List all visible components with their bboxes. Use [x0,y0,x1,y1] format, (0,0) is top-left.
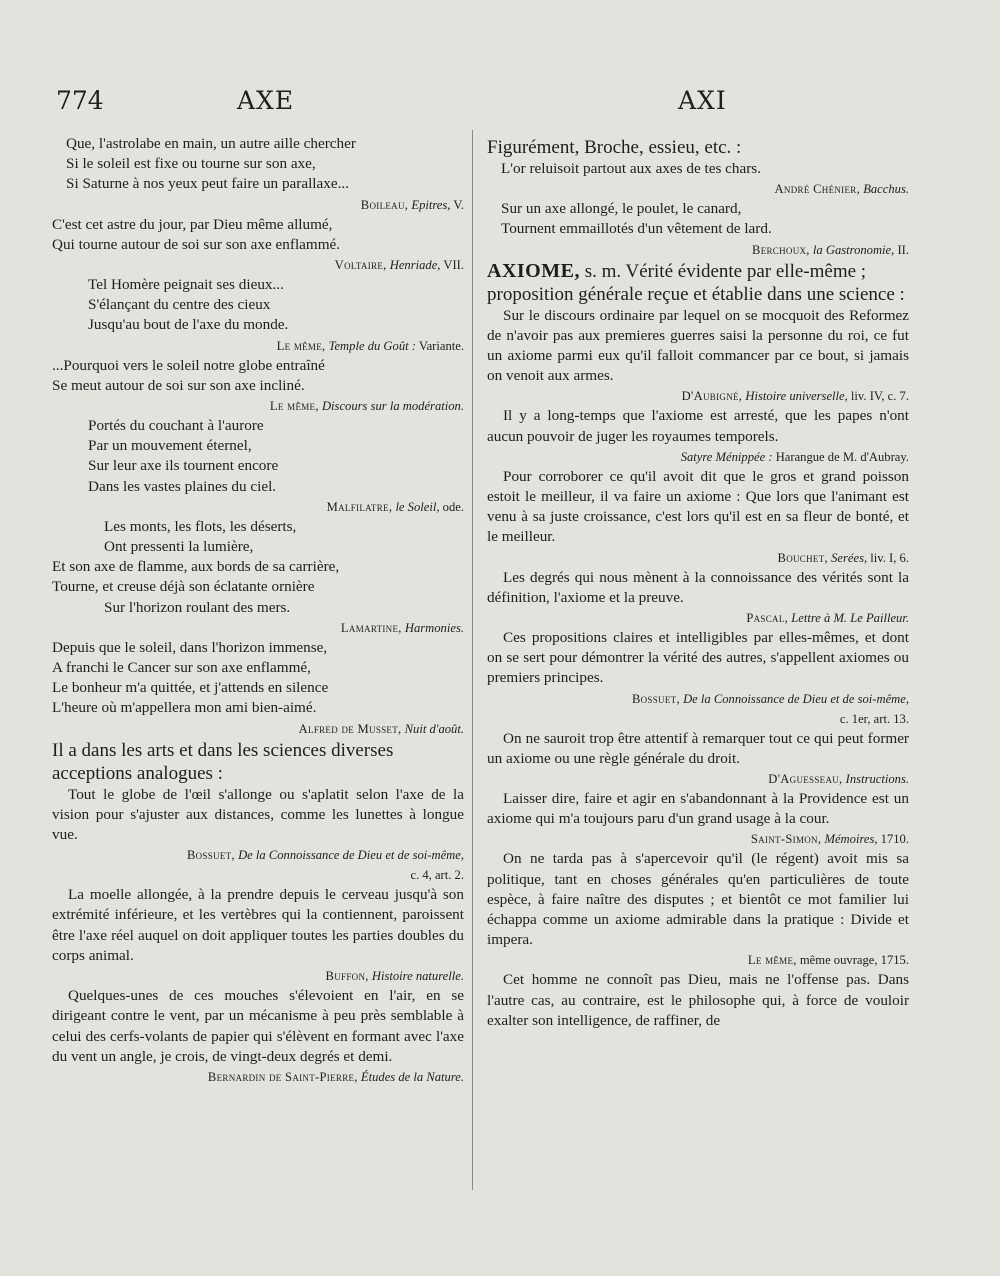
work-title: le Soleil, [395,499,440,514]
author: Bossuet, [186,848,235,863]
quote-paragraph: Il y a long-temps que l'axiome est arresté, que les papes n'ont aucun pouvoir de juger les royaumes temporels. [487,407,909,445]
author: Le même, [276,338,326,353]
work-title: Epitres, [411,197,451,212]
attribution [487,689,909,729]
verse-line: Sur un axe allongé, le poulet, le canard, [501,200,742,218]
verse-line: Sur leur axe ils tournent encore [88,457,279,475]
work-title: Histoire universelle, [745,389,848,404]
page-number: 774 [56,86,104,115]
left-column [52,134,464,1087]
work-title: Études de la Nature. [360,1069,464,1084]
verse-line: Et son axe de flamme, aux bords de sa carrière, [52,558,340,576]
quote-verse [52,356,464,396]
quote-verse [52,638,464,719]
reference: Harangue de M. d'Aubray. [772,449,909,464]
quote-verse [52,215,464,255]
author: Malfilatre, [326,499,393,514]
attribution [487,386,909,406]
quote-paragraph: Laisser dire, faire et agir en s'abandonnant à la Providence est un axiome qui m'a toujours paru d'un grand usage à la cour. [487,790,909,828]
verse-line: Tourne, et creuse déjà son éclatante ornière [52,578,315,596]
attribution [52,195,464,215]
author: Le même, [747,953,797,968]
reference: c. 4, art. 2. [410,868,464,883]
attribution [487,447,909,467]
verse-line: Portés du couchant à l'aurore [88,417,264,435]
author: D'Aguesseau, [768,772,843,787]
work-title: Harmonies. [404,620,464,635]
verse-line: Par un mouvement éternel, [88,437,252,455]
author: Pascal, [746,611,789,626]
author: Buffon, [325,969,369,984]
reference: 1710. [877,832,909,847]
attribution [487,950,909,970]
attribution [487,608,909,628]
work-title: Discours sur la modération. [321,399,464,414]
author: Berchoux, [752,242,810,257]
work-title: Lettre à M. Le Pailleur. [791,611,909,626]
running-head-right: AXI [678,86,727,115]
column-divider [472,130,473,1190]
verse-line: Qui tourne autour de soi sur son axe enflammé. [52,235,341,253]
verse-line: Tel Homère peignait ses dieux... [88,276,284,294]
verse-line: Tournent emmaillotés d'un vêtement de lard. [501,220,772,238]
author: André Chénier, [774,182,861,197]
attribution [52,396,464,416]
attribution [487,829,909,849]
quote-paragraph: Ces propositions claires et intelligibles par elles-mêmes, et dont on se sert pour démontrer la vérité des autres, s'appellent axiomes ou premiers principes. [487,629,909,687]
quote-verse [52,275,464,336]
attribution [487,179,909,199]
verse-line: Depuis que le soleil, dans l'horizon immense, [52,638,328,656]
verse-line: L'heure où m'appellera mon ami bien-aimé. [52,699,317,717]
author: Alfred de Musset, [298,721,402,736]
section-heading: Il a dans les arts et dans les sciences diverses acceptions analogues : [52,739,394,784]
quote-paragraph: Sur le discours ordinaire par lequel on se mocquoit des Reformez de n'avoir pas aux premieres guerres saisi la personne du roi, ce fut un axiome parmi eux qu'il falloit commancer par ce bout, si jamais on venoit aux armes. [487,306,909,385]
author: Lamartine, [340,620,402,635]
work-title: Satyre Ménippée : [680,449,773,464]
verse-line: S'élançant du centre des cieux [88,296,271,314]
verse-line: Si Saturne à nos yeux peut faire un parallaxe... [66,175,349,193]
attribution [487,548,909,568]
verse-line: Les monts, les flots, les déserts, [104,517,297,535]
entry-lemma: AXIOME, [487,259,580,282]
author: D'Aubigné, [681,389,743,404]
verse-line: A franchi le Cancer sur son axe enflammé, [52,659,311,677]
attribution [52,618,464,638]
verse-line: Ont pressenti la lumière, [104,538,254,556]
attribution [52,336,464,356]
reference: II. [894,242,909,257]
quote-paragraph: Les degrés qui nous mènent à la connoissance des vérités sont la définition, l'axiome et la preuve. [487,568,909,606]
work-title: la Gastronomie, [812,242,895,257]
verse-line: Jusqu'au bout de l'axe du monde. [88,316,289,334]
attribution [487,769,909,789]
reference: V. [450,197,464,212]
author: Le même, [269,399,319,414]
work-title: Mémoires, [824,832,878,847]
verse-line: ...Pourquoi vers le soleil notre globe entraîné [52,356,325,374]
verse-line: Sur l'horizon roulant des mers. [104,598,291,616]
verse-line: Si le soleil est fixe ou tourne sur son axe, [66,155,316,173]
page-header [0,86,1000,126]
work-title: De la Connoissance de Dieu et de soi-même, [238,848,464,863]
author: Bernardin de Saint-Pierre, [207,1069,358,1084]
section-heading: Figurément, Broche, essieu, etc. : [487,137,742,158]
dictionary-entry [487,260,909,306]
quote-paragraph: Pour corroborer ce qu'il avoit dit que le gros et grand poisson estoit le meilleur, il va faire un axiome : Que lors que l'animant est venu à sa juste croissance, c'est lors qu'il est en sa fleur de bonté, et le meilleur. [487,467,909,546]
work-title: Serées, [831,550,868,565]
quote-paragraph: Quelques-unes de ces mouches s'élevoient en l'air, en se dirigeant contre le vent, par un mécanisme à peu près semblable à celui des cerfs-volants de papier qui s'élèvent en formant avec l'axe du vent un angle, je crois, de vingt-deux degrés et demi. [52,987,464,1065]
attribution [52,719,464,739]
attribution [52,497,464,517]
attribution [52,966,464,986]
work-title: Henriade, [389,258,441,273]
attribution [52,1067,464,1087]
verse-line: C'est cet astre du jour, par Dieu même allumé, [52,215,333,233]
reference: ode. [439,499,464,514]
attribution [52,255,464,275]
verse-line: Que, l'astrolabe en main, un autre aille chercher [66,135,356,152]
work-title: Histoire naturelle. [371,969,464,984]
work-title: Temple du Goût : [328,338,416,353]
reference: VII. [440,258,464,273]
verse-line: Se meut autour de soi sur son axe incliné. [52,376,305,394]
work-title: Nuit d'août. [404,721,464,736]
quote-verse [52,134,464,195]
attribution [487,240,909,260]
attribution [52,845,464,885]
reference: c. 1er, art. 13. [839,711,909,726]
quote-verse [52,416,464,497]
author: Bossuet, [631,691,680,706]
reference: liv. IV, c. 7. [847,389,909,404]
work-title: Instructions. [845,772,909,787]
reference: Variante. [415,338,464,353]
work-title: Bacchus. [863,182,909,197]
reference: liv. I, 6. [867,550,909,565]
quote-paragraph: Tout le globe de l'œil s'allonge ou s'aplatit selon l'axe de la vision pour s'ajuster aux distances, comme les lunettes à longue vue. [52,785,464,844]
quote-paragraph: On ne sauroit trop être attentif à remarquer tout ce qui peut former un axiome ou une règle générale du droit. [487,729,909,767]
quote-paragraph: Cet homme ne connoît pas Dieu, mais ne l'offense pas. Dans l'autre cas, au contraire, est le philosophe qui, à force de vouloir exalter son intelligence, de raffiner, de [487,971,909,1029]
author: Boileau, [360,197,409,212]
author: Bouchet, [777,550,828,565]
right-column [487,134,909,1031]
quote-paragraph: On ne tarda pas à s'apercevoir qu'il (le régent) avoit mis sa politique, tant en choses générales qu'en particulières de toute espèce, à faire naître des disputes ; et bientôt ce mot familier lui échappa comme un axiome admirable dans la pratique : Divide et impera. [487,850,909,949]
quote-paragraph: La moelle allongée, à la prendre depuis le cerveau jusqu'à son extrémité inférieure, et les vertèbres qui la contiennent, paroissent être l'axe réel auquel on doit appliquer toutes les parties doubles du corps animal. [52,886,464,964]
author: Saint-Simon, [750,832,822,847]
author: Voltaire, [334,258,387,273]
verse-line: Dans les vastes plaines du ciel. [88,477,277,495]
work-title: De la Connoissance de Dieu et de soi-même, [683,691,909,706]
running-head-left: AXE [237,86,295,115]
verse-line: Le bonheur m'a quittée, et j'attends en silence [52,679,329,697]
reference: même ouvrage, 1715. [796,953,909,968]
entry-definition: s. m. Vérité évidente par elle-même ; proposition générale reçue et établie dans une science : [487,260,905,305]
quote-verse [52,517,464,618]
verse-line: L'or reluisoit partout aux axes de tes chars. [501,160,761,177]
